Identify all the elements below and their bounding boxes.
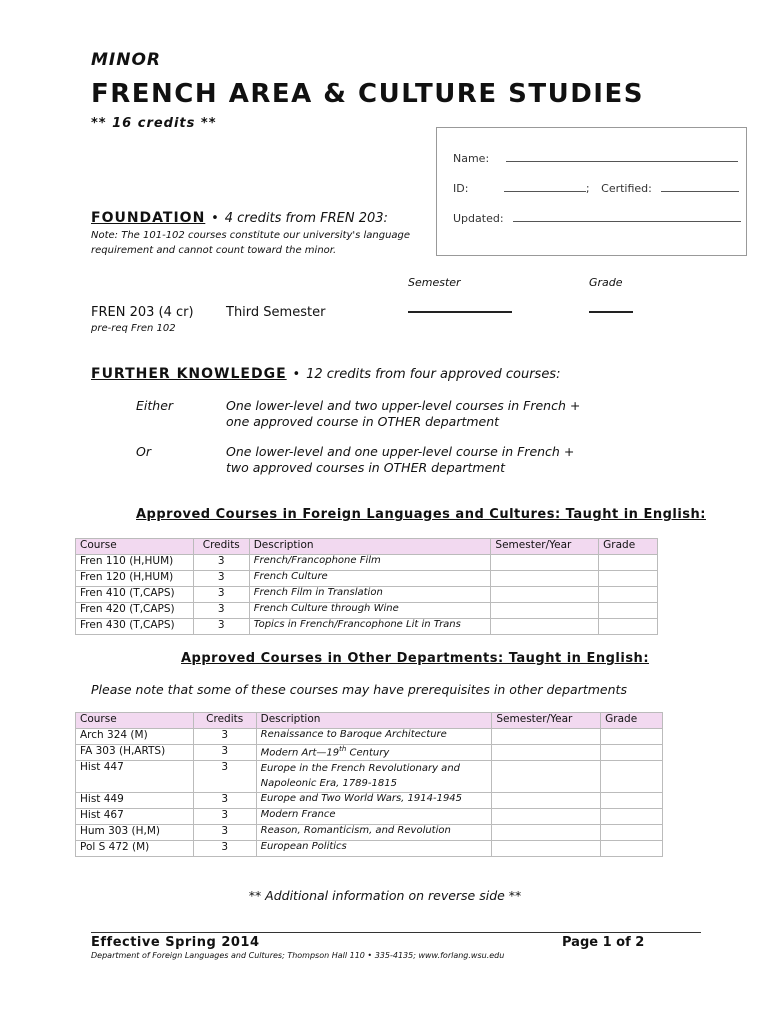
description-line1: Europe in the French Revolutionary and bbox=[260, 763, 460, 774]
course-cell: Fren 410 (T,CAPS) bbox=[76, 587, 194, 603]
table-row bbox=[76, 841, 663, 857]
description-cell: Modern France bbox=[256, 809, 492, 825]
grade-cell[interactable] bbox=[599, 603, 658, 619]
header-grade: Grade bbox=[599, 539, 658, 555]
semester-year-cell[interactable] bbox=[492, 809, 601, 825]
description-cell: Europe and Two World Wars, 1914-1945 bbox=[256, 793, 492, 809]
footer-divider bbox=[91, 932, 701, 933]
table-row bbox=[76, 729, 663, 745]
credits-cell: 3 bbox=[193, 761, 256, 793]
description-superscript: th bbox=[339, 745, 347, 753]
course-cell: Fren 110 (H,HUM) bbox=[76, 555, 194, 571]
table-row bbox=[76, 825, 663, 841]
grade-cell[interactable] bbox=[601, 793, 663, 809]
grade-cell[interactable] bbox=[601, 745, 663, 761]
minor-label: MINOR bbox=[91, 50, 162, 70]
header-course: Course bbox=[76, 539, 194, 555]
header-description: Description bbox=[249, 539, 491, 555]
semester-year-cell[interactable] bbox=[492, 825, 601, 841]
department-contact: Department of Foreign Languages and Cultures; Thompson Hall 110 • 335-4135; www.forlang.wsu.edu bbox=[91, 951, 505, 960]
fren203-course: FREN 203 (4 cr) bbox=[91, 305, 194, 320]
description-cell bbox=[256, 745, 492, 761]
credits-total: ** 16 credits ** bbox=[91, 116, 217, 131]
foundation-note-line1: Note: The 101-102 courses constitute our university's language bbox=[91, 230, 411, 241]
grade-cell[interactable] bbox=[601, 809, 663, 825]
semester-year-cell[interactable] bbox=[491, 555, 599, 571]
foreign-languages-course-table bbox=[75, 538, 658, 635]
semester-year-cell[interactable] bbox=[492, 729, 601, 745]
table-row bbox=[76, 587, 658, 603]
header-course: Course bbox=[76, 713, 194, 729]
description-cell bbox=[256, 761, 492, 793]
grade-cell[interactable] bbox=[601, 841, 663, 857]
table2-title: Approved Courses in Other Departments: Taught in English: bbox=[181, 651, 650, 666]
course-cell: Hist 449 bbox=[76, 793, 194, 809]
foundation-heading: FOUNDATION bbox=[91, 210, 206, 226]
header-semester-year: Semester/Year bbox=[492, 713, 601, 729]
semester-year-cell[interactable] bbox=[491, 603, 599, 619]
either-line2: one approved course in OTHER department bbox=[226, 414, 500, 429]
table-row bbox=[76, 745, 663, 761]
course-cell: Pol S 472 (M) bbox=[76, 841, 194, 857]
course-cell: FA 303 (H,ARTS) bbox=[76, 745, 194, 761]
course-cell: Arch 324 (M) bbox=[76, 729, 194, 745]
table-header-row bbox=[76, 539, 658, 555]
table-row bbox=[76, 809, 663, 825]
either-description bbox=[226, 398, 580, 430]
foundation-note-line2: requirement and cannot count toward the minor. bbox=[91, 245, 337, 256]
semester-year-cell[interactable] bbox=[491, 587, 599, 603]
credits-cell: 3 bbox=[193, 603, 249, 619]
description-cell: French Culture bbox=[249, 571, 491, 587]
table-row bbox=[76, 555, 658, 571]
description-cell: French Culture through Wine bbox=[249, 603, 491, 619]
table2-note: Please note that some of these courses may have prerequisites in other departments bbox=[91, 682, 627, 697]
name-label: Name: bbox=[453, 152, 490, 165]
table-row bbox=[76, 603, 658, 619]
further-heading: FURTHER KNOWLEDGE bbox=[91, 366, 287, 382]
course-cell: Hist 447 bbox=[76, 761, 194, 793]
table-row bbox=[76, 793, 663, 809]
updated-row bbox=[453, 211, 741, 225]
fren203-grade-line[interactable] bbox=[589, 311, 633, 313]
description-cell: European Politics bbox=[256, 841, 492, 857]
further-bullet: • bbox=[292, 367, 301, 382]
or-description bbox=[226, 444, 574, 476]
description-line2: Napoleonic Era, 1789-1815 bbox=[260, 778, 397, 789]
semester-year-cell[interactable] bbox=[491, 619, 599, 635]
foundation-note bbox=[91, 228, 421, 258]
grade-cell[interactable] bbox=[601, 729, 663, 745]
grade-cell[interactable] bbox=[601, 761, 663, 793]
header-description: Description bbox=[256, 713, 492, 729]
course-cell: Fren 120 (H,HUM) bbox=[76, 571, 194, 587]
header-grade: Grade bbox=[601, 713, 663, 729]
additional-info-note: ** Additional information on reverse side ** bbox=[248, 888, 522, 903]
credits-cell: 3 bbox=[193, 571, 249, 587]
student-info-box bbox=[436, 127, 747, 256]
name-row bbox=[453, 151, 738, 165]
either-label: Either bbox=[136, 398, 174, 413]
grade-column-label: Grade bbox=[589, 276, 623, 289]
semester-year-cell[interactable] bbox=[492, 793, 601, 809]
credits-cell: 3 bbox=[193, 793, 256, 809]
credits-cell: 3 bbox=[193, 555, 249, 571]
fren203-prereq: pre-req Fren 102 bbox=[91, 323, 176, 334]
grade-cell[interactable] bbox=[599, 587, 658, 603]
semester-year-cell[interactable] bbox=[492, 745, 601, 761]
name-line[interactable] bbox=[506, 151, 738, 162]
table-row bbox=[76, 571, 658, 587]
credits-cell: 3 bbox=[193, 825, 256, 841]
header-semester-year: Semester/Year bbox=[491, 539, 599, 555]
fren203-semester-line[interactable] bbox=[408, 311, 512, 313]
grade-cell[interactable] bbox=[599, 619, 658, 635]
updated-line[interactable] bbox=[513, 211, 741, 222]
course-cell: Fren 430 (T,CAPS) bbox=[76, 619, 194, 635]
or-line1: One lower-level and one upper-level course in French + bbox=[226, 444, 575, 459]
grade-cell[interactable] bbox=[599, 555, 658, 571]
description-cell: Reason, Romanticism, and Revolution bbox=[256, 825, 492, 841]
further-heading-row bbox=[91, 366, 560, 382]
semester-year-cell[interactable] bbox=[492, 841, 601, 857]
id-label: ID: bbox=[453, 182, 469, 195]
or-label: Or bbox=[136, 444, 151, 459]
foundation-bullet: • bbox=[211, 211, 219, 226]
page-number: Page 1 of 2 bbox=[562, 935, 645, 950]
grade-cell[interactable] bbox=[599, 571, 658, 587]
description-cell: Renaissance to Baroque Architecture bbox=[256, 729, 492, 745]
description-cell: French Film in Translation bbox=[249, 587, 491, 603]
table-header-row bbox=[76, 713, 663, 729]
or-line2: two approved courses in OTHER department bbox=[226, 460, 506, 475]
semester-year-cell[interactable] bbox=[492, 761, 601, 793]
semester-year-cell[interactable] bbox=[491, 571, 599, 587]
course-cell: Fren 420 (T,CAPS) bbox=[76, 603, 194, 619]
description-part1: Modern Art—19 bbox=[260, 747, 340, 759]
table1-title: Approved Courses in Foreign Languages and Cultures: Taught in English: bbox=[136, 507, 706, 522]
certified-line[interactable] bbox=[661, 181, 739, 192]
grade-cell[interactable] bbox=[601, 825, 663, 841]
certified-label: Certified: bbox=[601, 182, 652, 195]
description-part2: Century bbox=[346, 747, 390, 759]
credits-cell: 3 bbox=[193, 587, 249, 603]
credits-cell: 3 bbox=[193, 745, 256, 761]
course-cell: Hist 467 bbox=[76, 809, 194, 825]
further-subtitle: 12 credits from four approved courses: bbox=[306, 367, 561, 382]
updated-label: Updated: bbox=[453, 212, 504, 225]
header-credits: Credits bbox=[193, 713, 256, 729]
description-cell: French/Francophone Film bbox=[249, 555, 491, 571]
page-title: FRENCH AREA & CULTURE STUDIES bbox=[91, 79, 644, 109]
either-line1: One lower-level and two upper-level courses in French + bbox=[226, 398, 581, 413]
id-line[interactable] bbox=[504, 181, 586, 192]
id-separator: ; bbox=[585, 182, 590, 195]
fren203-description: Third Semester bbox=[226, 305, 326, 320]
course-cell: Hum 303 (H,M) bbox=[76, 825, 194, 841]
id-row bbox=[453, 181, 739, 195]
credits-cell: 3 bbox=[193, 809, 256, 825]
header-credits: Credits bbox=[193, 539, 249, 555]
credits-cell: 3 bbox=[193, 619, 249, 635]
table-row bbox=[76, 619, 658, 635]
credits-cell: 3 bbox=[193, 729, 256, 745]
foundation-heading-row bbox=[91, 210, 388, 226]
other-departments-course-table bbox=[75, 712, 663, 857]
effective-date: Effective Spring 2014 bbox=[91, 935, 260, 950]
foundation-subtitle: 4 credits from FREN 203: bbox=[224, 211, 388, 226]
credits-cell: 3 bbox=[193, 841, 256, 857]
description-cell: Topics in French/Francophone Lit in Trans bbox=[249, 619, 491, 635]
table-row bbox=[76, 761, 663, 793]
semester-column-label: Semester bbox=[408, 276, 461, 289]
